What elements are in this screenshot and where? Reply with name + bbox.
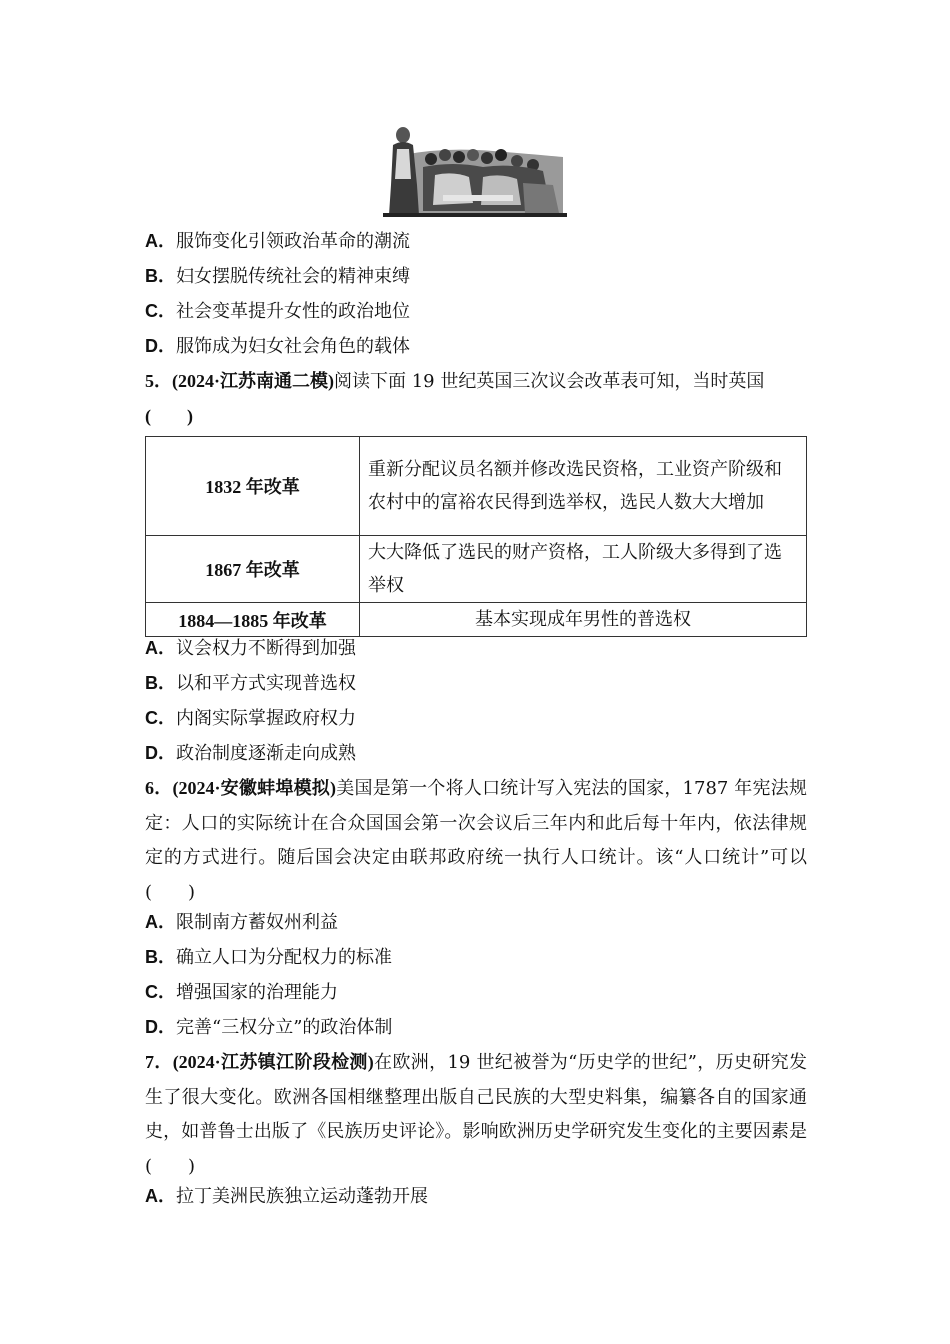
q7-option-a [145, 1184, 807, 1209]
question-stem: 美国是第一个将人口统计写入宪法的国家，1787 年宪法规定：人口的实际统计在合众国国会第一次会议后三年内和此后每十年内，依法律规定的方式进行。随后国会决定由联邦政府统一执行人口统计。该“人口统计”可以( ) [145, 778, 807, 903]
q5-option-a [145, 636, 807, 661]
table-row [146, 536, 807, 603]
question-source: (2024·江苏南通二模) [172, 371, 334, 391]
reform-year: 1832 年改革 [146, 437, 360, 536]
option-text: 服饰成为妇女社会角色的载体 [176, 336, 410, 357]
question-number: 5． [145, 371, 172, 391]
q7-stem [145, 1045, 807, 1184]
option-letter: A． [145, 231, 176, 251]
reform-table [145, 436, 807, 637]
option-text: 议会权力不断得到加强 [176, 638, 356, 659]
option-text: 政治制度逐渐走向成熟 [176, 743, 356, 764]
option-text: 社会变革提升女性的政治地位 [176, 301, 410, 322]
option-letter: A． [145, 638, 176, 658]
option-letter: B． [145, 947, 176, 967]
q6-option-a [145, 910, 807, 935]
option-letter: B． [145, 266, 176, 286]
q6-option-d [145, 1015, 807, 1040]
option-letter: A． [145, 1186, 176, 1206]
reform-description: 基本实现成年男性的普选权 [360, 603, 807, 637]
option-letter: B． [145, 673, 176, 693]
table-row [146, 603, 807, 637]
reform-description: 重新分配议员名额并修改选民资格，工业资产阶级和农村中的富裕农民得到选举权，选民人数大大增加 [360, 437, 807, 536]
option-text: 增强国家的治理能力 [176, 982, 338, 1003]
option-text: 限制南方蓄奴州利益 [176, 912, 338, 933]
q6-option-b [145, 945, 807, 970]
option-letter: C． [145, 301, 176, 321]
q4-option-b [145, 264, 807, 289]
option-text: 确立人口为分配权力的标准 [176, 947, 392, 968]
q5-stem-line-1 [145, 369, 807, 394]
option-text: 妇女摆脱传统社会的精神束缚 [176, 266, 410, 287]
question-number: 6． [145, 778, 173, 798]
option-text: 服饰变化引领政治革命的潮流 [176, 231, 410, 252]
question-source: (2024·安徽蚌埠模拟) [172, 778, 337, 798]
option-letter: A． [145, 912, 176, 932]
option-text: 以和平方式实现普选权 [176, 673, 356, 694]
q5-option-d [145, 741, 807, 766]
option-letter: C． [145, 982, 176, 1002]
q5-option-b [145, 671, 807, 696]
option-text: 完善“三权分立”的政治体制 [176, 1017, 393, 1038]
q6-option-c [145, 980, 807, 1005]
answer-blank: ( ) [145, 406, 193, 426]
table-row [146, 437, 807, 536]
question-number: 7． [145, 1052, 173, 1072]
option-letter: C． [145, 708, 176, 728]
q5-stem-line-2 [145, 404, 807, 429]
q4-option-d [145, 334, 807, 359]
option-letter: D． [145, 336, 176, 356]
reform-year: 1867 年改革 [146, 536, 360, 603]
women-gathering-illustration [383, 125, 567, 217]
question-source: (2024·江苏镇江阶段检测) [172, 1052, 374, 1072]
option-text: 内阁实际掌握政府权力 [176, 708, 356, 729]
q4-option-c [145, 299, 807, 324]
question-stem: 阅读下面 19 世纪英国三次议会改革表可知，当时英国 [334, 371, 765, 392]
reform-description: 大大降低了选民的财产资格，工人阶级大多得到了选举权 [360, 536, 807, 603]
q5-option-c [145, 706, 807, 731]
question-stem: 在欧洲，19 世纪被誉为“历史学的世纪”，历史研究发生了很大变化。欧洲各国相继整理出版自己民族的大型史料集，编纂各自的国家通史，如普鲁士出版了《民族历史评论》。影响欧洲历史学研究发生变化的主要因素是( ) [145, 1052, 808, 1177]
q4-option-a [145, 229, 807, 254]
option-letter: D． [145, 743, 176, 763]
reform-year: 1884—1885 年改革 [146, 603, 360, 637]
q6-stem [145, 771, 807, 910]
option-text: 拉丁美洲民族独立运动蓬勃开展 [176, 1186, 428, 1207]
option-letter: D． [145, 1017, 176, 1037]
